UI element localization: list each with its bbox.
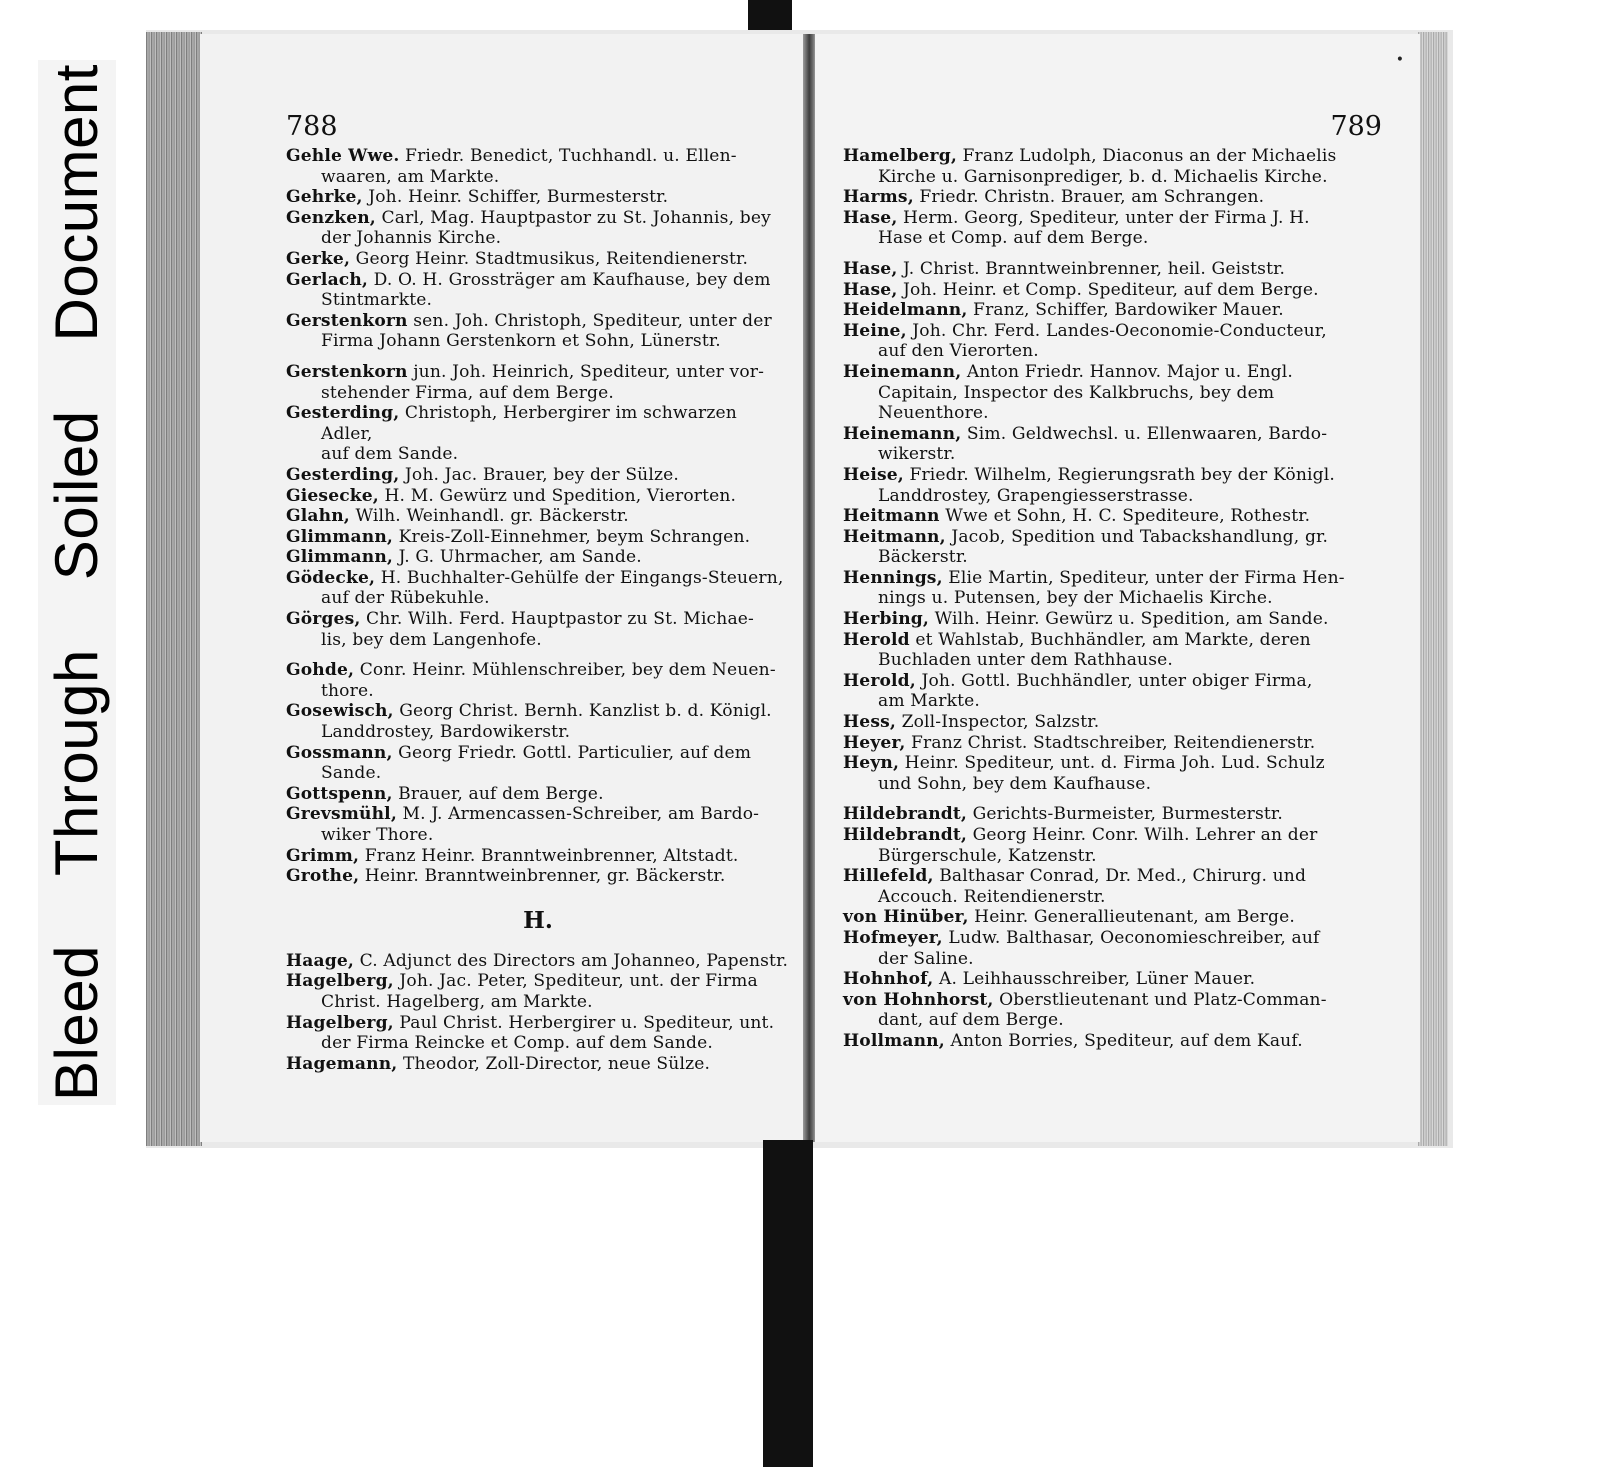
entry-details: Georg Friedr. Gottl. Particulier, auf dem Sande. [321, 742, 752, 784]
entry-name: Herold, [843, 670, 916, 691]
entry-details: Georg Heinr. Conr. Wilh. Lehrer an der Bürgerschule, Katzenstr. [878, 825, 1318, 866]
entry-details: Georg Heinr. Stadtmusikus, Reitendienerstr. [350, 248, 749, 269]
entry-name: Hagemann, [286, 1053, 398, 1074]
entry-name: Glimmann, [286, 547, 393, 568]
entry-name: Glimmann, [286, 526, 393, 547]
entry-details: Joh. Gottl. Buchhändler, unter obiger Firma, am Markte. [878, 670, 1313, 712]
directory-entry [286, 568, 790, 609]
entry-details: C. Adjunct des Directors am Johanneo, Papenstr. [353, 950, 789, 971]
entry-details: Joh. Heinr. Schiffer, Burmesterstr. [362, 187, 669, 208]
directory-entry [286, 187, 790, 208]
entry-name: Gohde, [286, 660, 355, 681]
left-page [200, 34, 808, 1142]
directory-entry [843, 321, 1390, 362]
page-edge-right [1418, 32, 1448, 1146]
directory-entry [286, 270, 790, 311]
entry-details: J. Christ. Branntweinbrenner, heil. Geiststr. [897, 258, 1286, 279]
directory-entry [286, 1013, 790, 1054]
entry-name: von Hinüber, [843, 907, 969, 928]
entry-name: Gerlach, [286, 269, 369, 290]
entry-name: Hennings, [843, 567, 943, 588]
directory-entry [286, 846, 790, 867]
entry-details: Franz Ludolph, Diaconus an der Michaelis Kirche u. Garnisonprediger, b. d. Michaelis Kirche. [878, 146, 1337, 187]
entry-name: Gehle Wwe. [286, 146, 400, 166]
directory-entry [843, 146, 1390, 187]
entry-name: Hagelberg, [286, 971, 394, 992]
directory-entry [843, 1031, 1390, 1052]
entry-details: Oberstlieutenant und Platz-Comman- dant, auf dem Berge. [878, 989, 1327, 1031]
entry-details: jun. Joh. Heinrich, Spediteur, unter vor- stehender Firma, auf dem Berge. [321, 361, 765, 403]
directory-entry [286, 311, 790, 352]
entry-details: sen. Joh. Christoph, Spediteur, unter der Firma Johann Gerstenkorn et Sohn, Lünerstr. [321, 310, 772, 352]
directory-entry [843, 362, 1390, 424]
entry-name: Heinemann, [843, 423, 962, 444]
entry-name: Heise, [843, 464, 904, 485]
directory-entry [286, 547, 790, 568]
entry-name: Heyn, [843, 753, 900, 774]
entry-details: Kreis-Zoll-Einnehmer, beym Schrangen. [393, 526, 751, 547]
directory-entry [843, 300, 1390, 321]
directory-entry [843, 990, 1390, 1031]
entry-details: Joh. Chr. Ferd. Landes-Oeconomie-Conducteur, auf den Vierorten. [878, 320, 1327, 362]
entry-details: Friedr. Benedict, Tuchhandl. u. Ellen- waaren, am Markte. [321, 146, 737, 187]
directory-entry [286, 866, 790, 887]
directory-entry [843, 712, 1390, 733]
entry-details: Joh. Jac. Peter, Spediteur, unt. der Firma Christ. Hagelberg, am Markte. [321, 971, 758, 1012]
directory-entry [286, 208, 790, 249]
stamp-text [38, 60, 116, 1105]
page-number-right: 789 [1330, 111, 1382, 142]
entry-name: Hollmann, [843, 1030, 945, 1051]
directory-entry [843, 630, 1390, 671]
directory-entry [843, 928, 1390, 969]
entry-name: Genzken, [286, 207, 376, 228]
directory-entry [843, 280, 1390, 301]
entry-details: Friedr. Wilhelm, Regierungsrath bey der Königl. Landdrostey, Grapengiesserstrasse. [878, 464, 1335, 506]
entry-name: Heine, [843, 320, 907, 341]
directory-entry [286, 660, 790, 701]
directory-entry [843, 733, 1390, 754]
entry-details: Brauer, auf dem Berge. [392, 783, 604, 804]
entry-name: Hofmeyer, [843, 927, 943, 948]
entry-name: Gerstenkorn [286, 310, 408, 331]
page-edge-left [146, 32, 202, 1146]
left-h-entry-list [286, 951, 790, 1075]
entry-details: Wilh. Weinhandl. gr. Bäckerstr. [349, 506, 629, 527]
entry-details: Paul Christ. Herbergirer u. Spediteur, unt. der Firma Reincke et Comp. auf dem Sande. [321, 1012, 775, 1054]
entry-details: Anton Borries, Spediteur, auf dem Kauf. [944, 1030, 1303, 1051]
entry-details: Anton Friedr. Hannov. Major u. Engl. Capitain, Inspector des Kalkbruchs, bey dem Neuenthore. [878, 361, 1293, 424]
directory-entry [286, 362, 790, 403]
entry-details: Herm. Georg, Spediteur, unter der Firma J. H. Hase et Comp. auf dem Berge. [878, 207, 1310, 249]
entry-details: D. O. H. Grossträger am Kaufhause, bey dem Stintmarkte. [321, 269, 771, 311]
directory-entry [843, 527, 1390, 568]
entry-name: Gerstenkorn [286, 361, 408, 382]
entry-details: Zoll-Inspector, Salzstr. [895, 712, 1100, 733]
entry-name: Gosewisch, [286, 701, 394, 722]
entry-details: Wwe et Sohn, H. C. Spediteure, Rothestr. [939, 506, 1311, 527]
entry-details: Heinr. Spediteur, unt. d. Firma Joh. Lud. Schulz und Sohn, bey dem Kaufhause. [878, 753, 1325, 794]
bleed-through-stamp [38, 60, 116, 1105]
directory-entry [286, 971, 790, 1012]
entry-name: Herold [843, 629, 910, 650]
entry-details: Heinr. Generallieutenant, am Berge. [968, 907, 1295, 928]
entry-name: Gesterding, [286, 403, 400, 424]
entry-details: J. G. Uhrmacher, am Sande. [393, 547, 642, 568]
entry-details: Gerichts-Burmeister, Burmesterstr. [967, 804, 1283, 825]
entry-name: Görges, [286, 609, 361, 630]
entry-name: Heitmann [843, 506, 940, 527]
entry-details: Joh. Jac. Brauer, bey der Sülze. [399, 464, 679, 485]
entry-details: Ludw. Balthasar, Oeconomieschreiber, auf der Saline. [878, 927, 1320, 969]
entry-name: Hildebrandt, [843, 825, 968, 845]
entry-details: Franz Christ. Stadtschreiber, Reitendienerstr. [905, 732, 1316, 753]
left-entry-list [286, 146, 790, 887]
entry-name: Grothe, [286, 866, 360, 887]
entry-details: Sim. Geldwechsl. u. Ellenwaaren, Bardo- wikerstr. [878, 423, 1328, 465]
entry-name: Gehrke, [286, 187, 363, 208]
directory-entry [843, 465, 1390, 506]
directory-entry [286, 804, 790, 845]
right-page [815, 34, 1420, 1142]
entry-details: Wilh. Heinr. Gewürz u. Spedition, am Sande. [929, 609, 1329, 630]
entry-details: Carl, Mag. Hauptpastor zu St. Johannis, bey der Johannis Kirche. [321, 207, 771, 249]
directory-entry [286, 403, 790, 465]
directory-entry [843, 187, 1390, 208]
entry-name: Gottspenn, [286, 783, 393, 804]
directory-entry [843, 907, 1390, 928]
directory-entry [286, 527, 790, 548]
binding-clip-top [748, 0, 792, 34]
entry-details: Jacob, Spedition und Tabackshandlung, gr. Bäckerstr. [878, 526, 1329, 568]
section-heading: H. [523, 906, 553, 934]
entry-details: et Wahlstab, Buchhändler, am Markte, deren Buchladen unter dem Rathhause. [878, 629, 1311, 671]
entry-name: Hase, [843, 258, 898, 279]
entry-details: Heinr. Branntweinbrenner, gr. Bäckerstr. [359, 866, 726, 887]
entry-details: Friedr. Christn. Brauer, am Schrangen. [913, 187, 1265, 208]
entry-name: Hohnhof, [843, 969, 934, 990]
entry-name: Gossmann, [286, 742, 393, 763]
stamp-word-soiled: Soiled [43, 410, 110, 581]
directory-entry [286, 701, 790, 742]
entry-name: Giesecke, [286, 485, 379, 506]
corner-mark: • [1395, 52, 1404, 68]
entry-name: Gesterding, [286, 464, 400, 485]
entry-name: Heinemann, [843, 361, 962, 382]
entry-details: Georg Christ. Bernh. Kanzlist b. d. Königl. Landdrostey, Bardowikerstr. [321, 701, 772, 743]
entry-details: A. Leihhausschreiber, Lüner Mauer. [933, 969, 1256, 990]
directory-entry [286, 609, 790, 650]
directory-entry [843, 866, 1390, 907]
directory-entry [843, 424, 1390, 465]
entry-details: Franz, Schiffer, Bardowiker Mauer. [967, 300, 1284, 321]
entry-name: Hess, [843, 712, 896, 733]
directory-entry [286, 1054, 790, 1075]
entry-name: Hamelberg, [843, 146, 957, 166]
entry-name: Gerke, [286, 248, 351, 269]
entry-details: H. M. Gewürz und Spedition, Vierorten. [378, 485, 737, 506]
entry-name: Haage, [286, 950, 354, 971]
entry-details: H. Buchhalter-Gehülfe der Eingangs-Steuern, auf der Rübekuhle. [321, 567, 784, 609]
entry-details: M. J. Armencassen-Schreiber, am Bardo- wiker Thore. [321, 804, 760, 845]
right-entry-list [843, 146, 1390, 1052]
entry-name: von Hohnhorst, [843, 989, 994, 1010]
entry-details: Franz Heinr. Branntweinbrenner, Altstadt. [359, 845, 739, 866]
entry-name: Glahn, [286, 506, 350, 527]
entry-details: Conr. Heinr. Mühlenschreiber, bey dem Neuen- thore. [321, 660, 776, 701]
page-number-left: 788 [286, 111, 338, 142]
entry-name: Heyer, [843, 732, 906, 753]
stamp-word-through: Through [43, 649, 110, 877]
entry-name: Gödecke, [286, 567, 376, 588]
directory-entry [843, 506, 1390, 527]
entry-details: Balthasar Conrad, Dr. Med., Chirurg. und Accouch. Reitendienerstr. [878, 866, 1307, 907]
directory-entry [286, 146, 790, 187]
entry-details: Chr. Wilh. Ferd. Hauptpastor zu St. Michae- lis, bey dem Langenhofe. [321, 609, 754, 650]
entry-name: Hillefeld, [843, 866, 934, 887]
directory-entry [843, 208, 1390, 249]
entry-name: Heidelmann, [843, 300, 968, 321]
directory-entry [286, 506, 790, 527]
entry-name: Grimm, [286, 845, 360, 866]
entry-details: Elie Martin, Spediteur, unter der Firma Hen- nings u. Putensen, bey der Michaelis Kirche. [878, 567, 1345, 609]
entry-name: Hagelberg, [286, 1012, 394, 1033]
directory-entry [843, 671, 1390, 712]
directory-entry [286, 486, 790, 507]
entry-details: Theodor, Zoll-Director, neue Sülze. [397, 1053, 711, 1074]
directory-entry [843, 804, 1390, 825]
directory-entry [286, 743, 790, 784]
directory-entry [286, 784, 790, 805]
directory-entry [286, 951, 790, 972]
entry-name: Hase, [843, 207, 898, 228]
stamp-word-bleed: Bleed [43, 945, 110, 1101]
entry-name: Hase, [843, 279, 898, 300]
entry-name: Heitmann, [843, 526, 946, 547]
entry-details: Christoph, Herbergirer im schwarzen Adler, auf dem Sande. [321, 403, 737, 465]
directory-entry [286, 465, 790, 486]
entry-name: Hildebrandt, [843, 804, 968, 825]
entry-details: Joh. Heinr. et Comp. Spediteur, auf dem Berge. [897, 279, 1319, 300]
directory-entry [843, 825, 1390, 866]
directory-entry [286, 249, 790, 270]
stamp-word-document: Document [43, 64, 110, 342]
directory-entry [843, 969, 1390, 990]
directory-entry [843, 568, 1390, 609]
directory-entry [843, 609, 1390, 630]
directory-entry [843, 259, 1390, 280]
directory-entry [843, 753, 1390, 794]
entry-name: Herbing, [843, 609, 930, 630]
entry-name: Grevsmühl, [286, 804, 397, 825]
entry-name: Harms, [843, 187, 914, 208]
binding-clip-bottom [763, 1140, 813, 1467]
